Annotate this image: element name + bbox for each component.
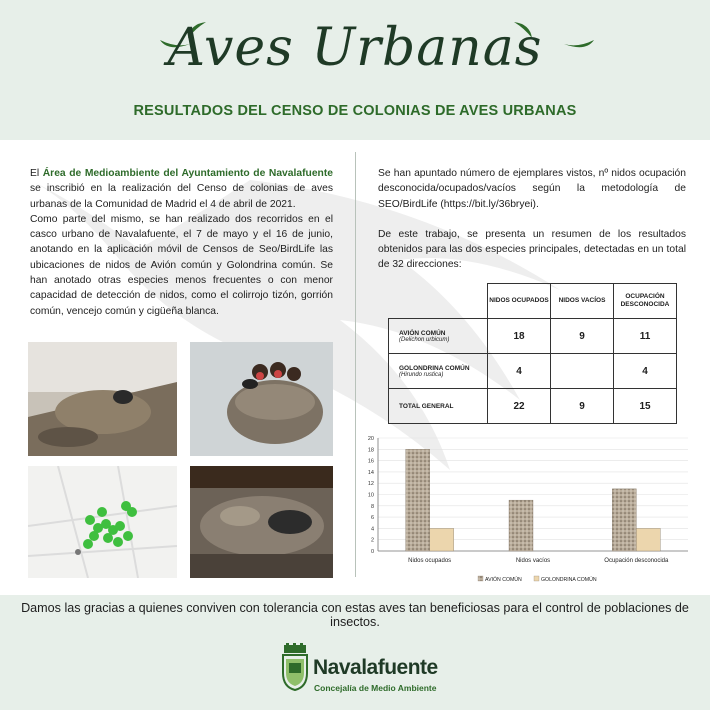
right-text xyxy=(378,166,686,273)
area-highlight: Área de Medioambiente del Ayuntamiento de Navalafuente xyxy=(42,168,333,179)
y-tick-label: 2 xyxy=(370,537,374,544)
column-divider xyxy=(355,152,356,577)
legend-swatch xyxy=(534,576,539,581)
header-nidos-ocupados: NIDOS OCUPADOS xyxy=(488,284,551,319)
photo-nest-2 xyxy=(190,342,333,456)
x-tick-label: Nidos ocupados xyxy=(408,558,452,564)
y-tick-label: 4 xyxy=(370,526,374,533)
y-tick-label: 20 xyxy=(367,436,374,442)
intro-paragraph: El Área de Medioambiente del Ayuntamiento de Navalafuente se inscribió en la realización del Censo de colonias de aves urbanas de la Comunidad de Madrid el 4 de abril de 2021. xyxy=(30,168,333,210)
methodology-paragraph: Se han apuntado número de ejemplares vistos, nº nidos ocupación desconocida/ocupados/vacíos según la metodología de SEO/BirdLife (https://bit.ly/36bryei). xyxy=(378,168,686,210)
bar-avion-comun xyxy=(406,449,430,551)
table-row: AVIÓN COMÚN (Delichon urbicum) 18 9 11 xyxy=(389,319,677,354)
legend-swatch xyxy=(478,576,483,581)
table-header-row xyxy=(389,284,677,319)
y-tick-label: 0 xyxy=(370,549,374,555)
bar-avion-comun xyxy=(509,500,533,551)
bar-golondrina-comun xyxy=(430,528,454,551)
photo-map xyxy=(28,466,177,578)
table-row: TOTAL GENERAL 22 9 15 xyxy=(389,389,677,424)
logo-subtitle: Concejalía de Medio Ambiente xyxy=(314,683,437,693)
y-tick-label: 10 xyxy=(367,492,374,499)
y-tick-label: 12 xyxy=(367,481,374,488)
page-subtitle: RESULTADOS DEL CENSO DE COLONIAS DE AVES URBANAS xyxy=(133,103,577,119)
header xyxy=(0,0,710,140)
x-tick-label: Ocupación desconocida xyxy=(604,558,669,564)
logo-name: Navalafuente xyxy=(313,656,438,679)
y-tick-label: 8 xyxy=(370,503,374,510)
header-nidos-vacios: NIDOS VACÍOS xyxy=(551,284,614,319)
nest-chart xyxy=(360,432,690,592)
legend-label: GOLONDRINA COMÚN xyxy=(541,577,597,583)
y-tick-label: 6 xyxy=(370,515,374,522)
photo-nest-1 xyxy=(28,342,177,456)
bar-avion-comun xyxy=(612,489,636,551)
table-row: GOLONDRINA COMÚN (Hirundo rustica) 4 4 xyxy=(389,354,677,389)
page-title: Aves Urbanas xyxy=(167,18,543,78)
summary-paragraph: De este trabajo, se presenta un resumen de los resultados obtenidos para las dos especies principales, detectadas en un total de 32 direcciones: xyxy=(378,228,686,271)
left-text xyxy=(30,166,333,319)
results-table xyxy=(388,283,677,424)
header-ocupacion-desconocida: OCUPACIÓN DESCONOCIDA xyxy=(614,284,677,319)
method-paragraph: Como parte del mismo, se han realizado dos recorridos en el casco urbano de Navalafuente, el 7 de mayo y el 16 de junio, anotando en la aplicación móvil de Censos de Seo/BirdLife las ubicaciones de nidos de Avión común y Golondrina común. Se han anotado otras especies menos frecuentes o con menor capacidad de detección de nidos, como el colirrojo tizón, gorrión común, vencejo común y cigüeña blanca. xyxy=(30,213,333,317)
town-crest-icon xyxy=(280,643,310,691)
y-tick-label: 18 xyxy=(367,447,374,454)
y-tick-label: 14 xyxy=(367,469,374,476)
y-tick-label: 16 xyxy=(367,458,374,465)
bar-golondrina-comun xyxy=(636,528,660,551)
legend-label: AVIÓN COMÚN xyxy=(485,577,522,583)
x-tick-label: Nidos vacíos xyxy=(515,558,551,564)
photo-nest-3 xyxy=(190,466,333,578)
thanks-message: Damos las gracias a quienes conviven con tolerancia con estas aves tan beneficiosas para el control de poblaciones de insectos. xyxy=(21,601,689,629)
